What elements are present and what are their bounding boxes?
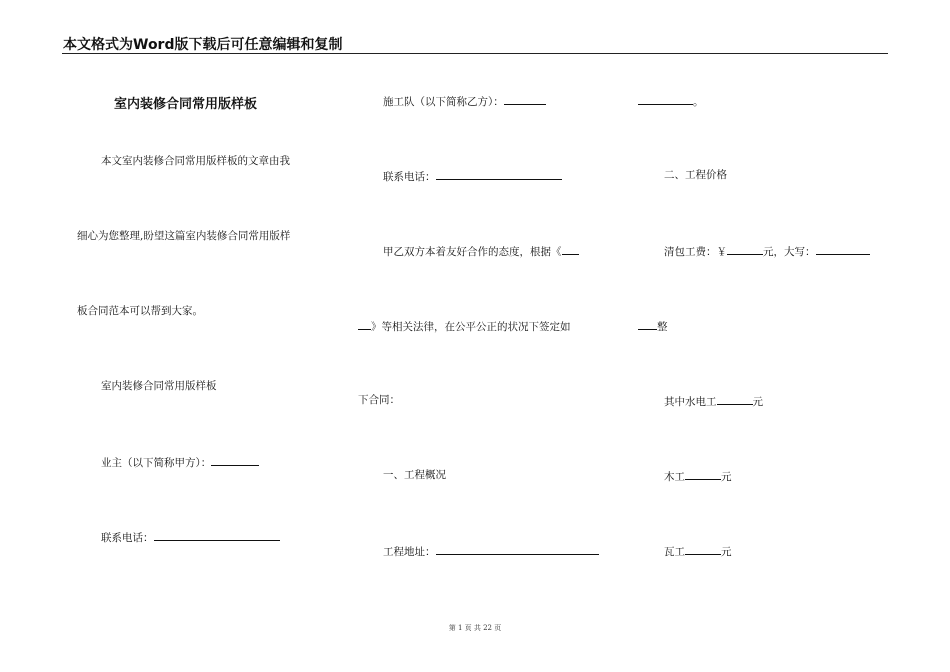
agreement-line-1 xyxy=(383,243,579,259)
owner-label: 业主（以下简称甲方）： xyxy=(101,457,212,469)
intro-line-1: 本文室内装修合同常用版样板的文章由我 xyxy=(101,155,290,167)
total-end-line xyxy=(638,318,668,334)
total-fee-unit: 元，大写： xyxy=(763,246,816,258)
carpentry-label: 木工 xyxy=(664,471,685,483)
team-phone-label: 联系电话： xyxy=(383,171,436,183)
period-mark: 。 xyxy=(693,96,704,108)
owner-line xyxy=(101,454,259,470)
total-end-word: 整 xyxy=(657,321,668,333)
agreement-line-3: 下合同： xyxy=(358,394,400,406)
continued-blank xyxy=(638,93,693,105)
total-words-blank xyxy=(816,243,870,255)
team-blank xyxy=(504,93,546,105)
contract-subtitle: 室内装修合同常用版样板 xyxy=(101,380,217,392)
total-fee-label: 清包工费：￥ xyxy=(664,246,727,258)
agreement-text-2: 》等相关法律，在公平公正的状况下签定如 xyxy=(371,321,571,333)
intro-line-2: 细心为您整理,盼望这篇室内装修合同常用版样 xyxy=(77,230,291,242)
team-phone-line xyxy=(383,168,562,184)
law-name-blank-start xyxy=(562,243,579,255)
owner-phone-line xyxy=(101,529,280,545)
section-project-overview: 一、工程概况 xyxy=(383,469,446,481)
document-title: 室内装修合同常用版样板 xyxy=(114,97,258,112)
masonry-label: 瓦工 xyxy=(664,546,685,558)
page-footer: 第 1 页 共 22 页 xyxy=(448,624,502,632)
team-label: 施工队（以下简称乙方）： xyxy=(383,96,504,108)
owner-blank xyxy=(211,454,259,466)
agreement-line-2 xyxy=(358,318,571,334)
owner-phone-blank xyxy=(154,529,280,541)
carpentry-blank xyxy=(685,468,721,480)
address-label: 工程地址： xyxy=(383,546,436,558)
law-name-blank-end xyxy=(358,318,371,330)
total-words-blank-end xyxy=(638,318,657,330)
carpentry-line xyxy=(664,468,732,484)
plumbing-blank xyxy=(717,393,753,405)
total-fee-blank xyxy=(727,243,763,255)
masonry-blank xyxy=(685,543,721,555)
total-fee-line xyxy=(664,243,870,259)
plumbing-label: 其中水电工 xyxy=(664,396,717,408)
section-price: 二、工程价格 xyxy=(664,169,727,181)
plumbing-line xyxy=(664,393,763,409)
agreement-text-1: 甲乙双方本着友好合作的态度，根据《 xyxy=(383,246,562,258)
document-header: 本文格式为Word版下载后可任意编辑和复制 xyxy=(63,37,343,53)
intro-line-3: 板合同范本可以帮到大家。 xyxy=(77,305,203,317)
header-divider xyxy=(62,53,888,54)
owner-phone-label: 联系电话： xyxy=(101,532,154,544)
address-blank xyxy=(436,543,599,555)
team-phone-blank xyxy=(436,168,562,180)
address-line xyxy=(383,543,599,559)
plumbing-unit: 元 xyxy=(752,396,763,408)
masonry-unit: 元 xyxy=(721,546,732,558)
team-line xyxy=(383,93,546,109)
carpentry-unit: 元 xyxy=(721,471,732,483)
continued-line xyxy=(638,93,704,109)
masonry-line xyxy=(664,543,732,559)
